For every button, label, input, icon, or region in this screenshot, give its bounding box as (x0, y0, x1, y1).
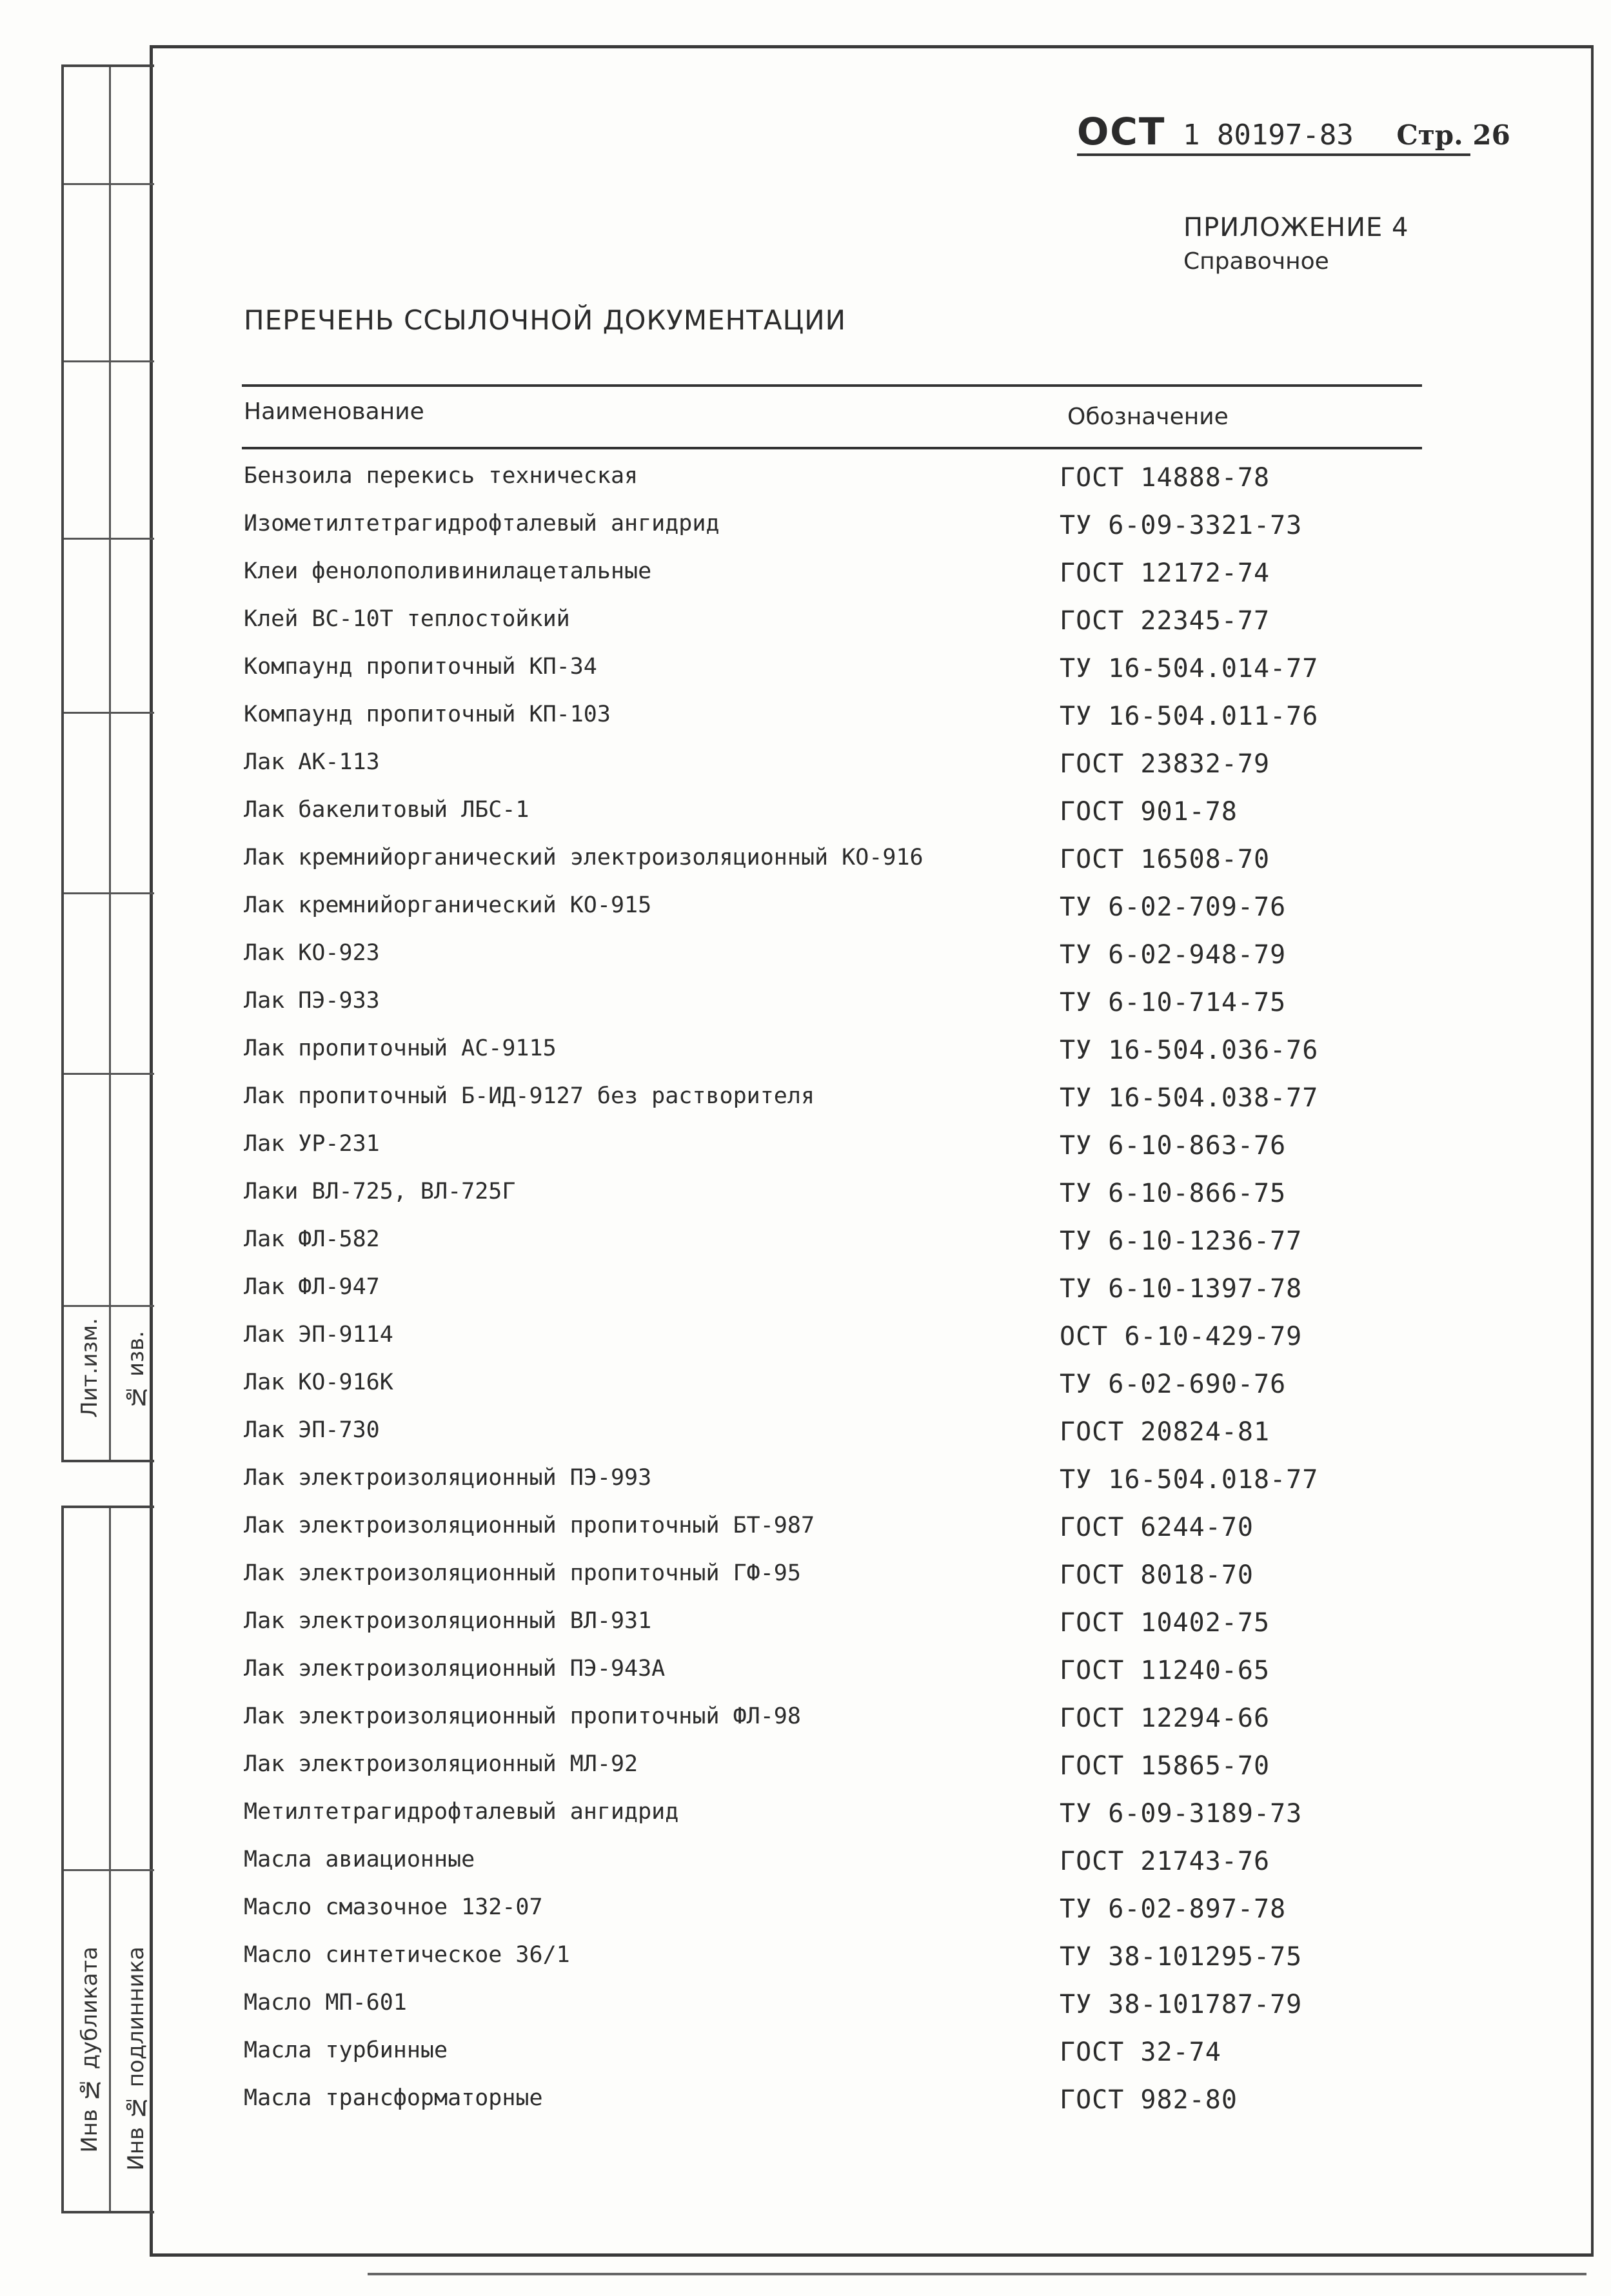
row-designation: ТУ 16-504.036-76 (1060, 1035, 1319, 1065)
row-designation: ТУ 6-09-3189-73 (1060, 1799, 1303, 1829)
table-row (244, 1079, 1437, 1127)
row-designation: ТУ 6-02-690-76 (1060, 1369, 1287, 1399)
row-designation: ТУ 6-10-863-76 (1060, 1131, 1287, 1161)
table-row (244, 936, 1437, 984)
row-name: Лак электроизоляционный МЛ-92 (244, 1751, 638, 1777)
row-designation: ТУ 16-504.011-76 (1060, 702, 1319, 731)
table-row (244, 1604, 1437, 1652)
row-designation: ТУ 38-101787-79 (1060, 1990, 1303, 2019)
standard-prefix: ОСТ (1077, 110, 1166, 153)
row-designation: ГОСТ 12294-66 (1060, 1703, 1270, 1733)
row-name: Лак ФЛ-947 (244, 1274, 380, 1300)
row-name: Лак кремнийорганический электроизоляционный КО-916 (244, 845, 924, 870)
row-name: Лак ПЭ-933 (244, 988, 380, 1014)
row-name: Лак пропиточный Б-ИД-9127 без растворителя (244, 1083, 815, 1109)
table-row (244, 1747, 1437, 1795)
row-name: Масло смазочное 132-07 (244, 1894, 543, 1920)
table-row (244, 1413, 1437, 1461)
table-row (244, 507, 1437, 554)
row-name: Изометилтетрагидрофталевый ангидрид (244, 511, 720, 536)
table-row (244, 554, 1437, 602)
margin-lit-izm: Лит.изм. (77, 1318, 103, 1418)
row-name: Компаунд пропиточный КП-34 (244, 654, 597, 680)
row-designation: ГОСТ 16508-70 (1060, 845, 1270, 874)
table-row (244, 1461, 1437, 1509)
table-row (244, 1222, 1437, 1270)
margin-no-izv: № изв. (123, 1331, 149, 1409)
row-name: Метилтетрагидрофталевый ангидрид (244, 1799, 679, 1825)
margin-stamp-lower (61, 1506, 154, 2213)
row-designation: ТУ 6-10-714-75 (1060, 988, 1287, 1017)
table-row (244, 1366, 1437, 1413)
row-name: Лак бакелитовый ЛБС-1 (244, 797, 529, 823)
row-designation: ГОСТ 901-78 (1060, 797, 1238, 827)
table-row (244, 984, 1437, 1032)
row-name: Масла трансформаторные (244, 2085, 543, 2111)
row-name: Клей ВС-10Т теплостойкий (244, 606, 570, 632)
table-row (244, 1986, 1437, 2034)
row-designation: ТУ 16-504.018-77 (1060, 1465, 1319, 1495)
table-row (244, 1509, 1437, 1556)
row-name: Лак УР-231 (244, 1131, 380, 1157)
table-row (244, 1127, 1437, 1175)
table-row (244, 1318, 1437, 1366)
document-code (1077, 110, 1510, 153)
table-row (244, 1556, 1437, 1604)
table-row (244, 2034, 1437, 2081)
row-name: Бензоила перекись техническая (244, 463, 638, 489)
row-designation: ТУ 6-09-3321-73 (1060, 511, 1303, 540)
table-row (244, 1890, 1437, 1938)
row-name: Лак электроизоляционный ВЛ-931 (244, 1608, 652, 1634)
table-row (244, 602, 1437, 650)
row-name: Масло синтетическое 36/1 (244, 1942, 570, 1968)
page-number: Стр. 26 (1396, 119, 1510, 151)
appendix-label: ПРИЛОЖЕНИЕ 4 (1183, 213, 1409, 242)
row-name: Компаунд пропиточный КП-103 (244, 702, 611, 727)
row-name: Лак КО-923 (244, 940, 380, 966)
table-row (244, 1270, 1437, 1318)
table-row (244, 459, 1437, 507)
row-name: Клеи фенолополивинилацетальные (244, 558, 652, 584)
row-designation: ГОСТ 10402-75 (1060, 1608, 1270, 1638)
row-name: Лак ФЛ-582 (244, 1226, 380, 1252)
header-rule (1077, 153, 1470, 156)
row-designation: ТУ 16-504.038-77 (1060, 1083, 1319, 1113)
table-row (244, 2081, 1437, 2129)
margin-divider (109, 67, 111, 1460)
row-name: Лак электроизоляционный пропиточный БТ-987 (244, 1513, 815, 1538)
row-name: Масло МП-601 (244, 1990, 407, 2016)
margin-inv-dubl: Инв № дубликата (77, 1947, 103, 2153)
margin-stamp-upper (61, 64, 154, 1462)
table-row (244, 888, 1437, 936)
row-designation: ГОСТ 8018-70 (1060, 1560, 1254, 1590)
table-row (244, 745, 1437, 793)
row-designation: ГОСТ 22345-77 (1060, 606, 1270, 636)
row-designation: ТУ 16-504.014-77 (1060, 654, 1319, 683)
row-designation: ГОСТ 12172-74 (1060, 558, 1270, 588)
row-name: Лак АК-113 (244, 749, 380, 775)
table-header-rule (242, 447, 1422, 449)
column-header-designation: Обозначение (1067, 404, 1229, 430)
row-designation: ГОСТ 21743-76 (1060, 1847, 1270, 1876)
table-row (244, 793, 1437, 841)
row-designation: ТУ 6-02-709-76 (1060, 892, 1287, 922)
row-name: Лак электроизоляционный пропиточный ГФ-95 (244, 1560, 801, 1586)
row-name: Лак ЭП-730 (244, 1417, 380, 1443)
row-designation: ГОСТ 14888-78 (1060, 463, 1270, 493)
table-row (244, 1795, 1437, 1843)
margin-inv-podl: Инв № подлинника (123, 1947, 149, 2171)
reference-table (244, 459, 1437, 2129)
row-name: Лак кремнийорганический КО-915 (244, 892, 652, 918)
row-name: Масла авиационные (244, 1847, 475, 1872)
table-row (244, 1843, 1437, 1890)
table-row (244, 1032, 1437, 1079)
row-designation: ТУ 38-101295-75 (1060, 1942, 1303, 1972)
row-name: Лаки ВЛ-725, ВЛ-725Г (244, 1179, 516, 1204)
row-designation: ГОСТ 20824-81 (1060, 1417, 1270, 1447)
row-name: Лак пропиточный АС-9115 (244, 1035, 557, 1061)
table-row (244, 650, 1437, 698)
table-top-rule (242, 384, 1422, 387)
row-designation: ГОСТ 23832-79 (1060, 749, 1270, 779)
row-name: Лак КО-916К (244, 1369, 393, 1395)
row-designation: ТУ 6-10-1236-77 (1060, 1226, 1303, 1256)
row-designation: ГОСТ 6244-70 (1060, 1513, 1254, 1542)
row-designation: ТУ 6-02-948-79 (1060, 940, 1287, 970)
row-designation: ГОСТ 982-80 (1060, 2085, 1238, 2115)
margin-divider (109, 1508, 111, 2211)
table-row (244, 698, 1437, 745)
table-row (244, 1938, 1437, 1986)
row-name: Лак электроизоляционный ПЭ-943А (244, 1656, 666, 1682)
table-row (244, 1700, 1437, 1747)
table-row (244, 1175, 1437, 1222)
row-name: Лак электроизоляционный ПЭ-993 (244, 1465, 652, 1491)
row-designation: ТУ 6-10-1397-78 (1060, 1274, 1303, 1304)
row-name: Масла турбинные (244, 2037, 448, 2063)
page-title: ПЕРЕЧЕНЬ ССЫЛОЧНОЙ ДОКУМЕНТАЦИИ (244, 304, 847, 336)
row-name: Лак электроизоляционный пропиточный ФЛ-98 (244, 1703, 801, 1729)
row-designation: ОСТ 6-10-429-79 (1060, 1322, 1303, 1351)
table-row (244, 841, 1437, 888)
table-row (244, 1652, 1437, 1700)
appendix-type: Справочное (1183, 248, 1329, 275)
row-name: Лак ЭП-9114 (244, 1322, 393, 1348)
bottom-rule (368, 2273, 1586, 2275)
row-designation: ТУ 6-02-897-78 (1060, 1894, 1287, 1924)
row-designation: ГОСТ 11240-65 (1060, 1656, 1270, 1685)
standard-number: 1 80197-83 (1182, 119, 1354, 152)
column-header-name: Наименование (244, 398, 424, 425)
row-designation: ТУ 6-10-866-75 (1060, 1179, 1287, 1208)
row-designation: ГОСТ 15865-70 (1060, 1751, 1270, 1781)
row-designation: ГОСТ 32-74 (1060, 2037, 1221, 2067)
